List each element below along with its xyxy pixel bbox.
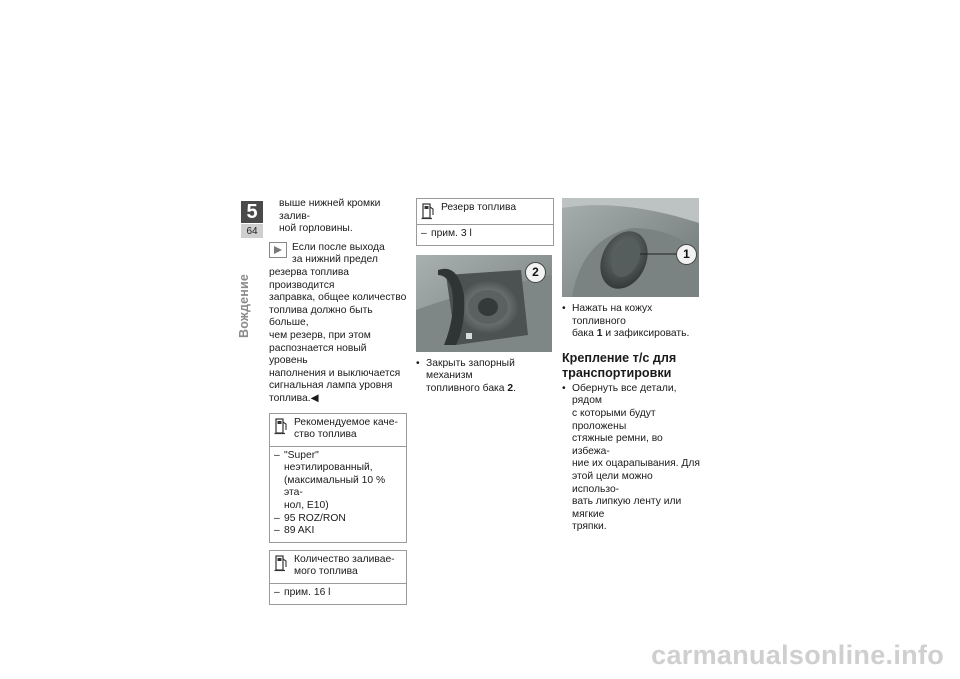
note-line: топлива.◀	[269, 392, 319, 404]
list-line: ние их оцарапывания. Для	[572, 458, 700, 470]
note-block	[269, 242, 407, 406]
list-item	[274, 587, 402, 600]
list-line: Обернуть все детали, рядом	[572, 382, 677, 407]
table-title-line: Количество заливае-	[294, 553, 395, 565]
fuel-pump-icon	[421, 202, 435, 220]
bullet-icon: •	[562, 303, 566, 314]
tank-cover-photo	[562, 198, 699, 297]
list-line: 89 AKI	[284, 525, 315, 537]
note-line: чем резерв, при этом	[269, 329, 371, 341]
chapter-number: 5	[241, 201, 263, 223]
dash-icon: –	[274, 525, 280, 537]
table-title-line: мого топлива	[294, 566, 358, 578]
bullet-icon: •	[416, 357, 420, 369]
fuel-quantity-table	[269, 550, 407, 605]
list-line: с которыми будут проложены	[572, 407, 656, 432]
table-body	[270, 584, 406, 604]
list-item	[274, 525, 402, 538]
note-line: сигнальная лампа уровня	[269, 380, 393, 392]
text-line: выше нижней кромки залив-	[279, 198, 381, 222]
list-line: Нажать на кожух топливного	[572, 303, 653, 327]
list-line: прим. 16 l	[284, 587, 331, 599]
list-line: (максимальный 10 % эта-	[284, 474, 386, 499]
dash-icon: –	[274, 587, 280, 599]
note-line: топлива должно быть больше,	[269, 304, 373, 329]
callout-1: 1	[676, 244, 697, 265]
table-header	[270, 551, 406, 584]
page-number: 64	[241, 224, 263, 238]
note-line: Если после выхода	[292, 241, 385, 253]
list-item	[274, 450, 402, 513]
fuel-cap-photo	[416, 255, 552, 352]
list-item	[562, 383, 700, 534]
fuel-quality-table	[269, 413, 407, 543]
column-3	[562, 198, 700, 534]
table-title-line: Рекомендуемое каче-	[294, 416, 398, 428]
table-header	[417, 199, 553, 225]
text-line: ной горловины.	[279, 223, 353, 235]
table-title-line: ство топлива	[294, 429, 357, 441]
dash-icon: –	[421, 228, 427, 239]
column-2	[416, 198, 554, 395]
table-body	[417, 225, 553, 245]
list-line: нол, E10)	[284, 500, 329, 512]
watermark-logo: carmanualsonline.info	[651, 640, 944, 670]
note-line: распознается новый уровень	[269, 342, 367, 367]
list-line: прим. 3 l	[431, 228, 472, 239]
section-heading: Крепление т/с для транспортировки	[562, 350, 677, 380]
column-1	[269, 198, 407, 605]
fuel-pump-icon	[274, 417, 288, 435]
note-line: за нижний предел	[292, 254, 378, 266]
list-line: "Super" неэтилированный,	[284, 449, 373, 474]
note-line: наполнения и выключается	[269, 367, 401, 379]
fuel-reserve-table	[416, 198, 554, 246]
fuel-pump-icon	[274, 554, 288, 572]
list-line: этой цели можно использо-	[572, 470, 653, 495]
dash-icon: –	[274, 512, 280, 524]
dash-icon: –	[274, 449, 280, 461]
reference-number: 2	[507, 382, 514, 394]
table-title-line: Резерв топлива	[441, 202, 517, 213]
list-line: Закрыть запорный механизм	[426, 357, 515, 382]
end-mark-icon: ◀	[310, 392, 319, 404]
note-triangle-icon	[269, 242, 287, 258]
list-line: стяжные ремни, во избежа-	[572, 433, 663, 457]
note-line: заправка, общее количество	[269, 292, 407, 304]
list-line: тряпки.	[572, 521, 607, 533]
reference-number: 1	[596, 328, 603, 340]
table-header	[270, 414, 406, 447]
section-title: Вождение	[237, 273, 251, 338]
list-line: вать липкую ленту или мягкие	[572, 496, 682, 520]
table-body	[270, 447, 406, 542]
continued-text	[269, 198, 407, 236]
list-item	[416, 358, 554, 396]
list-line: бака 1 и зафиксировать.	[572, 328, 690, 340]
list-item	[274, 513, 402, 526]
note-line: резерва топлива производится	[269, 266, 349, 291]
list-item	[562, 303, 700, 341]
callout-2: 2	[525, 262, 546, 283]
list-line: 95 ROZ/RON	[284, 512, 346, 524]
bullet-icon: •	[562, 382, 566, 394]
list-line: топливного бака 2.	[426, 382, 516, 394]
list-item	[421, 228, 549, 241]
